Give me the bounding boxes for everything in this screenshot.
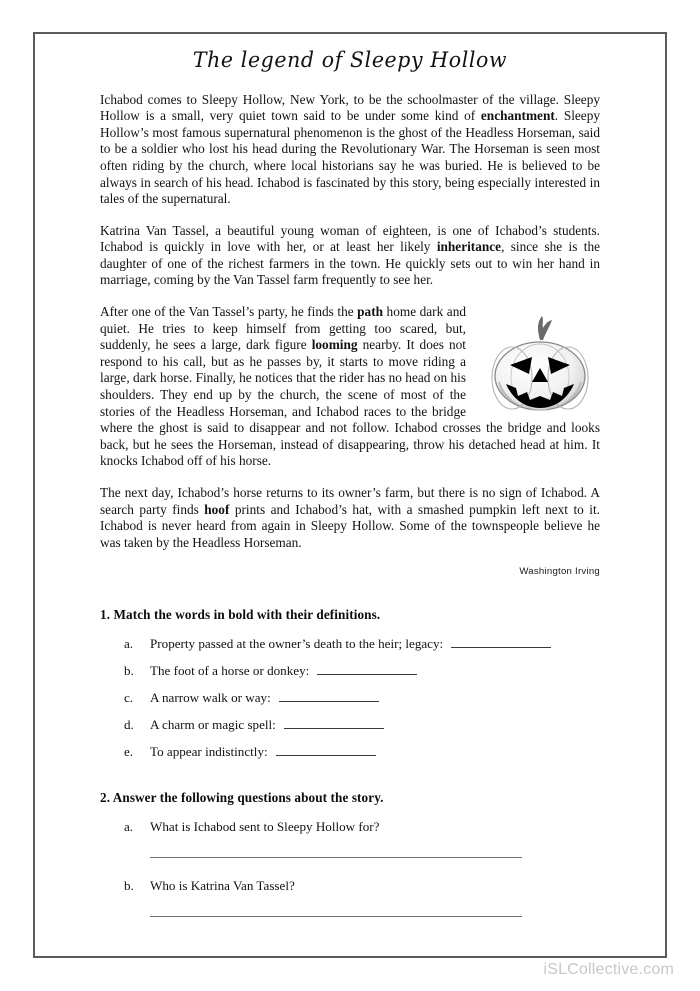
answer-blank-input[interactable]: [317, 663, 417, 675]
item-text: What is Ichabod sent to Sleepy Hollow for?: [150, 819, 380, 835]
exercise-2-item-list: [100, 819, 600, 917]
item-text: To appear indistinctly:: [150, 744, 268, 760]
list-item: [100, 819, 600, 858]
story-paragraph-2: [100, 223, 600, 289]
item-text: A narrow walk or way:: [150, 690, 271, 706]
answer-blank-input[interactable]: [284, 717, 384, 729]
bold-word-path: path: [357, 304, 384, 320]
paragraph-3-text-part-2: home dark and quiet. He tries to keep himself from getting too scared, but, suddenly, he sees a large, dark figure: [100, 304, 466, 353]
exercise-2: [100, 790, 600, 917]
item-marker: c.: [124, 690, 134, 706]
exercise-2-heading: 2. Answer the following questions about the story.: [100, 790, 384, 806]
paragraph-2-text-part-2: , since she is the daughter of one of the richest farmers in the town. He quickly sets out to win her hand in marriage, coming by the Van Tassel farm frequently to see her.: [100, 239, 600, 288]
paragraph-4-text-part-1: The next day, Ichabod’s horse returns to its owner’s farm, but there is no sign of Ichabod. A search party finds: [100, 485, 600, 517]
jack-o-lantern-icon: [480, 310, 600, 418]
item-text: Property passed at the owner’s death to the heir; legacy:: [150, 636, 444, 652]
paragraph-2-text-part-1: Katrina Van Tassel, a beautiful young woman of eighteen, is one of Ichabod’s students. Ichabod is quickly in love with her, or at least her likely: [100, 222, 600, 255]
story-paragraph-3-wrapper: [100, 304, 600, 485]
answer-blank-input[interactable]: [276, 744, 376, 756]
bold-word-hoof: hoof: [204, 501, 230, 517]
item-marker: a.: [124, 819, 134, 835]
bold-word-inheritance: inheritance: [436, 239, 502, 255]
answer-blank-input[interactable]: [451, 636, 551, 648]
answer-blank-input[interactable]: [279, 690, 379, 702]
bold-word-looming: looming: [311, 337, 358, 353]
answer-line-input[interactable]: [150, 916, 522, 917]
story-paragraph-4: [100, 485, 600, 551]
item-text: A charm or magic spell:: [150, 717, 276, 733]
paragraph-4-text-part-2: prints and Ichabod’s hat, with a smashed pumpkin left next to it. Ichabod is never heard from again in Sleepy Hollow. Some of the townspeople believe he was taken by the Headless Horseman.: [100, 501, 600, 550]
page-title: The legend of Sleepy Hollow: [192, 46, 508, 73]
site-watermark: iSLCollective.com: [543, 961, 674, 978]
paragraph-1-text-part-2: . Sleepy Hollow’s most famous supernatural phenomenon is the ghost of the Headless Horseman, said to be a soldier who lost his head during the Revolutionary War. The Horseman is seen most often riding by the church, where local historians say he was buried. He is believed to be always in search of his head. Ichabod is fascinated by this story, being especially interested in tales of the supernatural.: [100, 108, 601, 207]
story-paragraph-1: [100, 92, 600, 208]
item-marker: a.: [124, 636, 134, 652]
bold-word-enchantment: enchantment: [480, 108, 555, 124]
worksheet-content: [100, 48, 600, 937]
question-row: [100, 819, 600, 835]
item-marker: b.: [124, 663, 134, 679]
item-marker: d.: [124, 717, 134, 733]
list-item: [100, 690, 600, 706]
question-row: [100, 878, 600, 894]
item-marker: e.: [124, 744, 134, 760]
list-item: [100, 878, 600, 917]
paragraph-3-text-part-1: After one of the Van Tassel’s party, he finds the: [100, 304, 358, 320]
item-text: The foot of a horse or donkey:: [150, 663, 310, 679]
list-item: [100, 663, 600, 679]
answer-line-input[interactable]: [150, 857, 522, 858]
exercise-1-heading: 1. Match the words in bold with their definitions.: [100, 607, 381, 623]
item-text: Who is Katrina Van Tassel?: [150, 878, 295, 894]
list-item: [100, 636, 600, 652]
paragraph-1-text-part-1: Ichabod comes to Sleepy Hollow, New York, to be the schoolmaster of the village. Sleepy Hollow is a small, very quiet town said to be under some kind of: [100, 91, 600, 124]
item-marker: b.: [124, 878, 134, 894]
list-item: [100, 717, 600, 733]
exercise-1: [100, 607, 600, 760]
list-item: [100, 744, 600, 760]
exercise-1-item-list: [100, 636, 600, 760]
author-attribution: Washington Irving: [519, 566, 600, 578]
paragraph-3-text-part-3: nearby. It does not respond to his call, but as he passes by, it starts to move riding a large, dark horse. Finally, he notices that the rider has no head on his shoulders. They end up by the church, the scene of most of the stories of the Headless Horseman, and Ichabod races to the bridge where the ghost is said to disappear and not follow. Ichabod crosses the bridge and looks back, but he sees the Horseman, instead of disappearing, throw his detached head at him. It knocks Ichabod off of his horse.: [100, 337, 600, 469]
